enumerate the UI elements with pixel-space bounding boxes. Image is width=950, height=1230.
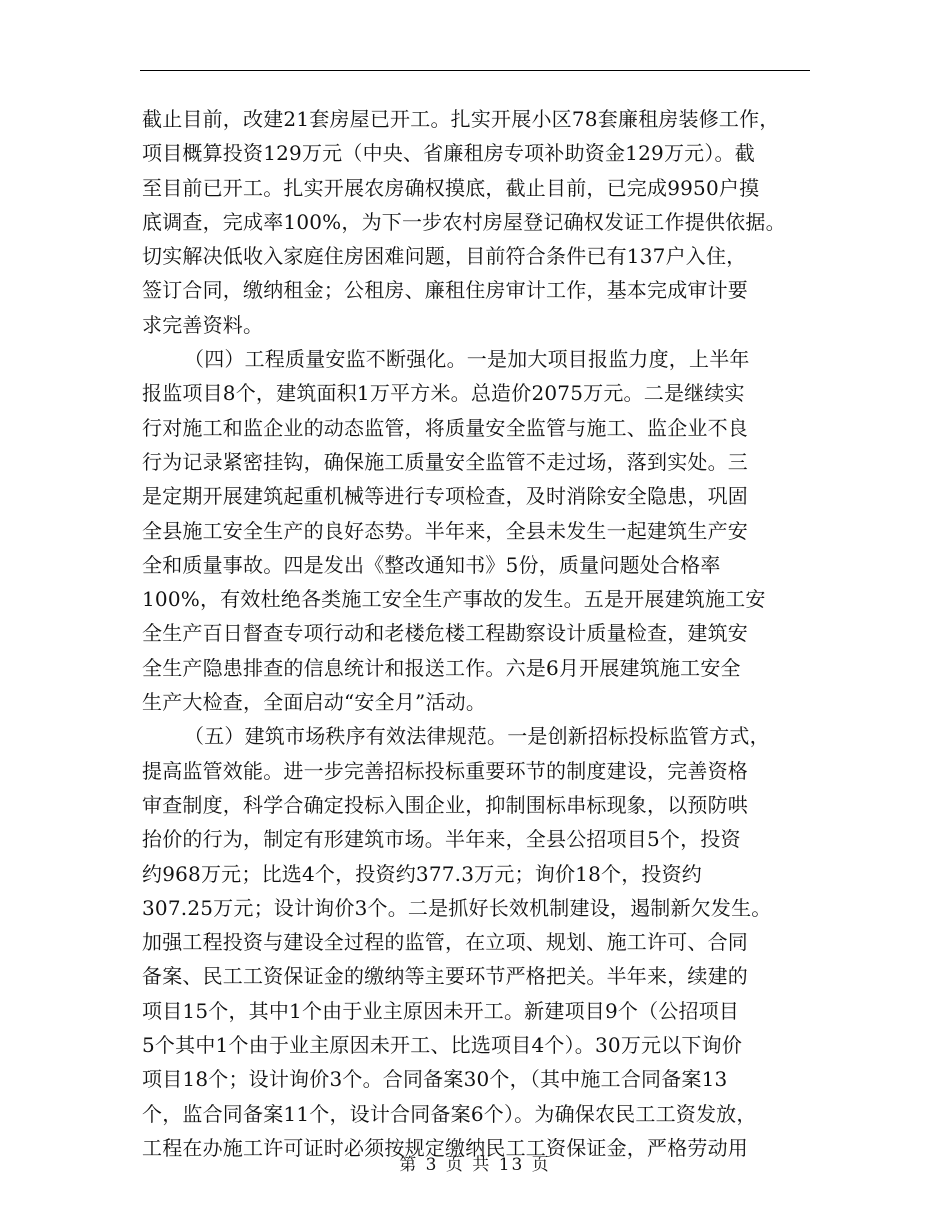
text-line: 截止目前，改建21套房屋已开工。扎实开展小区78套廉租房装修工作，	[142, 107, 780, 131]
text-line: 审查制度，科学合确定投标入围企业，抑制围标串标现象，以预防哄	[142, 792, 748, 817]
text-line: 备案、民工工资保证金的缴纳等主要环节严格把关。半年来，续建的	[142, 964, 748, 989]
text-line: 个，监合同备案11个，设计合同备案6个）。为确保农民工工资发放，	[142, 1101, 757, 1126]
text-line: 项目15个，其中1个由于业主原因未开工。新建项目9个（公招项目	[142, 998, 740, 1023]
text-line: 项目18个；设计询价3个。合同备案30个，（其中施工合同备案13	[142, 1067, 728, 1092]
text-line: 全县施工安全生产的良好态势。半年来，全县未发生一起建筑生产安	[142, 518, 748, 543]
text-line: 加强工程投资与建设全过程的监管，在立项、规划、施工许可、合同	[142, 930, 748, 955]
section-5-heading-line: （五）建筑市场秩序有效法律规范。一是创新招标投标监管方式，	[184, 724, 770, 749]
text-line: 底调查，完成率100%，为下一步农村房屋登记确权发证工作提供依据。	[142, 209, 786, 234]
text-line: 求完善资料。	[142, 312, 264, 337]
text-line: 切实解决低收入家庭住房困难问题，目前符合条件已有137户入住，	[142, 244, 747, 269]
text-line: 抬价的行为，制定有形建筑市场。半年来，全县公招项目5个，投资	[142, 827, 741, 852]
text-line: 是定期开展建筑起重机械等进行专项检查，及时消除安全隐患，巩固	[142, 484, 748, 509]
text-line: 签订合同，缴纳租金；公租房、廉租住房审计工作，基本完成审计要	[142, 278, 748, 303]
text-line: 全和质量事故。四是发出《整改通知书》5份，质量问题处合格率	[142, 552, 721, 577]
text-line: 报监项目8个，建筑面积1万平方米。总造价2075万元。二是继续实	[142, 381, 745, 406]
text-line: 提高监管效能。进一步完善招标投标重要环节的制度建设，完善资格	[142, 758, 748, 783]
text-line: 行对施工和监企业的动态监管，将质量安全监管与施工、监企业不良	[142, 415, 748, 440]
text-line: 行为记录紧密挂钩，确保施工质量安全监管不走过场，落到实处。三	[142, 449, 748, 474]
text-line: 100%，有效杜绝各类施工安全生产事故的发生。五是开展建筑施工安	[142, 587, 766, 612]
text-line: 项目概算投资129万元（中央、省廉租房专项补助资金129万元）。截	[142, 141, 755, 166]
page-number-footer: 第 3 页 共 13 页	[399, 1155, 551, 1175]
header-rule	[140, 70, 810, 71]
text-line: 约968万元；比选4个，投资约377.3万元；询价18个，投资约	[142, 861, 703, 886]
document-body	[142, 102, 822, 1165]
text-line: 全生产隐患排查的信息统计和报送工作。六是6月开展建筑施工安全	[142, 655, 741, 680]
section-4-heading-line: （四）工程质量安监不断强化。一是加大项目报监力度，上半年	[184, 347, 750, 372]
text-line: 工程在办施工许可证时必须按规定缴纳民工工资保证金，严格劳动用	[142, 1135, 748, 1160]
text-line: 5个其中1个由于业主原因未开工、比选项目4个）。30万元以下询价	[142, 1033, 743, 1058]
text-line: 至目前已开工。扎实开展农房确权摸底，截止目前，已完成9950户摸	[142, 175, 760, 200]
text-line: 生产大检查，全面启动“安全月”活动。	[142, 690, 487, 715]
text-line: 307.25万元；设计询价3个。二是抓好长效机制建设，遏制新欠发生。	[142, 895, 772, 920]
text-line: 全生产百日督查专项行动和老楼危楼工程勘察设计质量检查，建筑安	[142, 621, 748, 646]
